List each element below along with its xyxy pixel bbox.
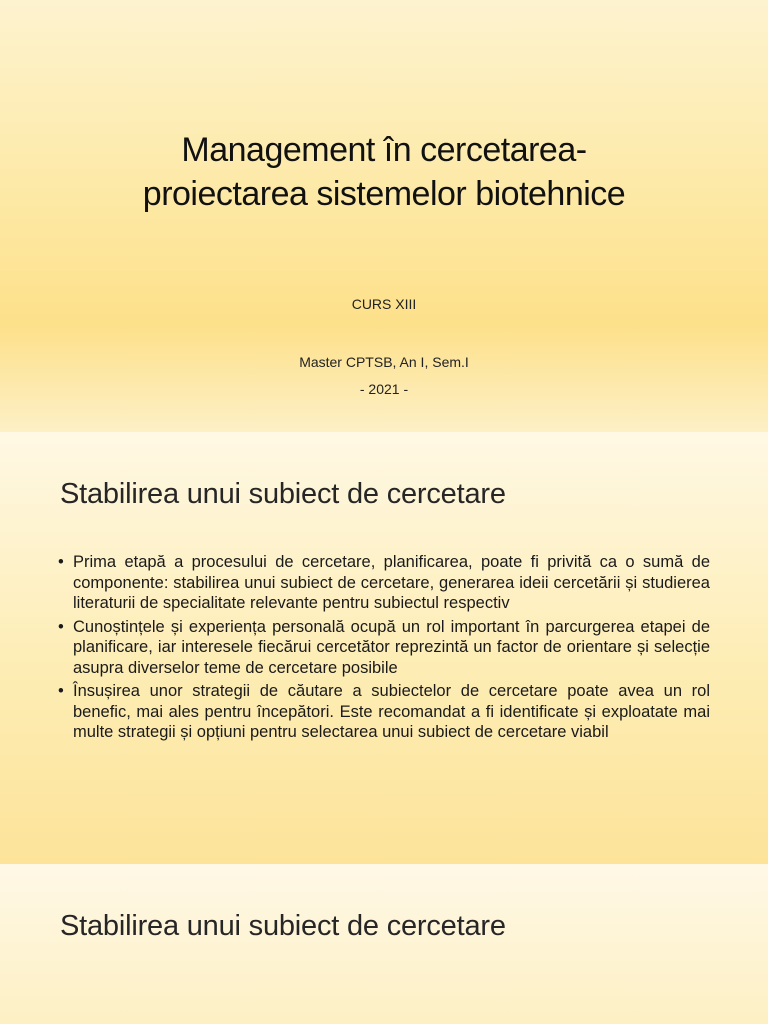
bullet-dot-icon: • [58,682,64,700]
bullet-text: Cunoștințele și experiența personală ocupă un rol important în parcurgerea etapei de planificare, iar interesele fiecărui cercetător reprezintă un factor de orientare și selecție asupra diverselor teme de cercetare posibile [73,617,710,677]
slide-title-line-2: proiectarea sistemelor biotehnice [142,175,626,213]
program-label: Master CPTSB, An I, Sem.I [299,354,469,370]
slide-title [20,128,748,216]
title-slide [0,0,768,432]
content-slide-partial [0,864,768,1024]
bullet-text: Prima etapă a procesului de cercetare, planificarea, poate fi privită ca o sumă de componente: stabilirea unui subiect de cercetare, generarea ideii cercetării și studierea literaturii de specialitate relevante pentru subiectul respectiv [73,553,710,612]
slide-heading: Stabilirea unui subiect de cercetare [60,478,506,510]
year-label: - 2021 - [359,381,409,397]
bullet-dot-icon: • [58,553,64,571]
bullet-text: Însușirea unor strategii de căutare a subiectelor de cercetare poate avea un rol benefic, mai ales pentru începători. Este recomandat a fi identificate și exploatate mai multe strategii și opțiuni pentru selectarea unui subiect de cercetare viabil [73,682,710,741]
bullet-dot-icon: • [58,617,64,636]
slide-heading: Stabilirea unui subiect de cercetare [60,910,506,942]
bullet-item [58,617,710,679]
bullet-item [58,681,710,743]
content-slide [0,432,768,864]
course-label: CURS XIII [351,296,417,312]
bullet-item [58,552,710,614]
bullet-list [58,552,710,746]
slide-title-line-1: Management în cercetarea- [181,131,587,169]
